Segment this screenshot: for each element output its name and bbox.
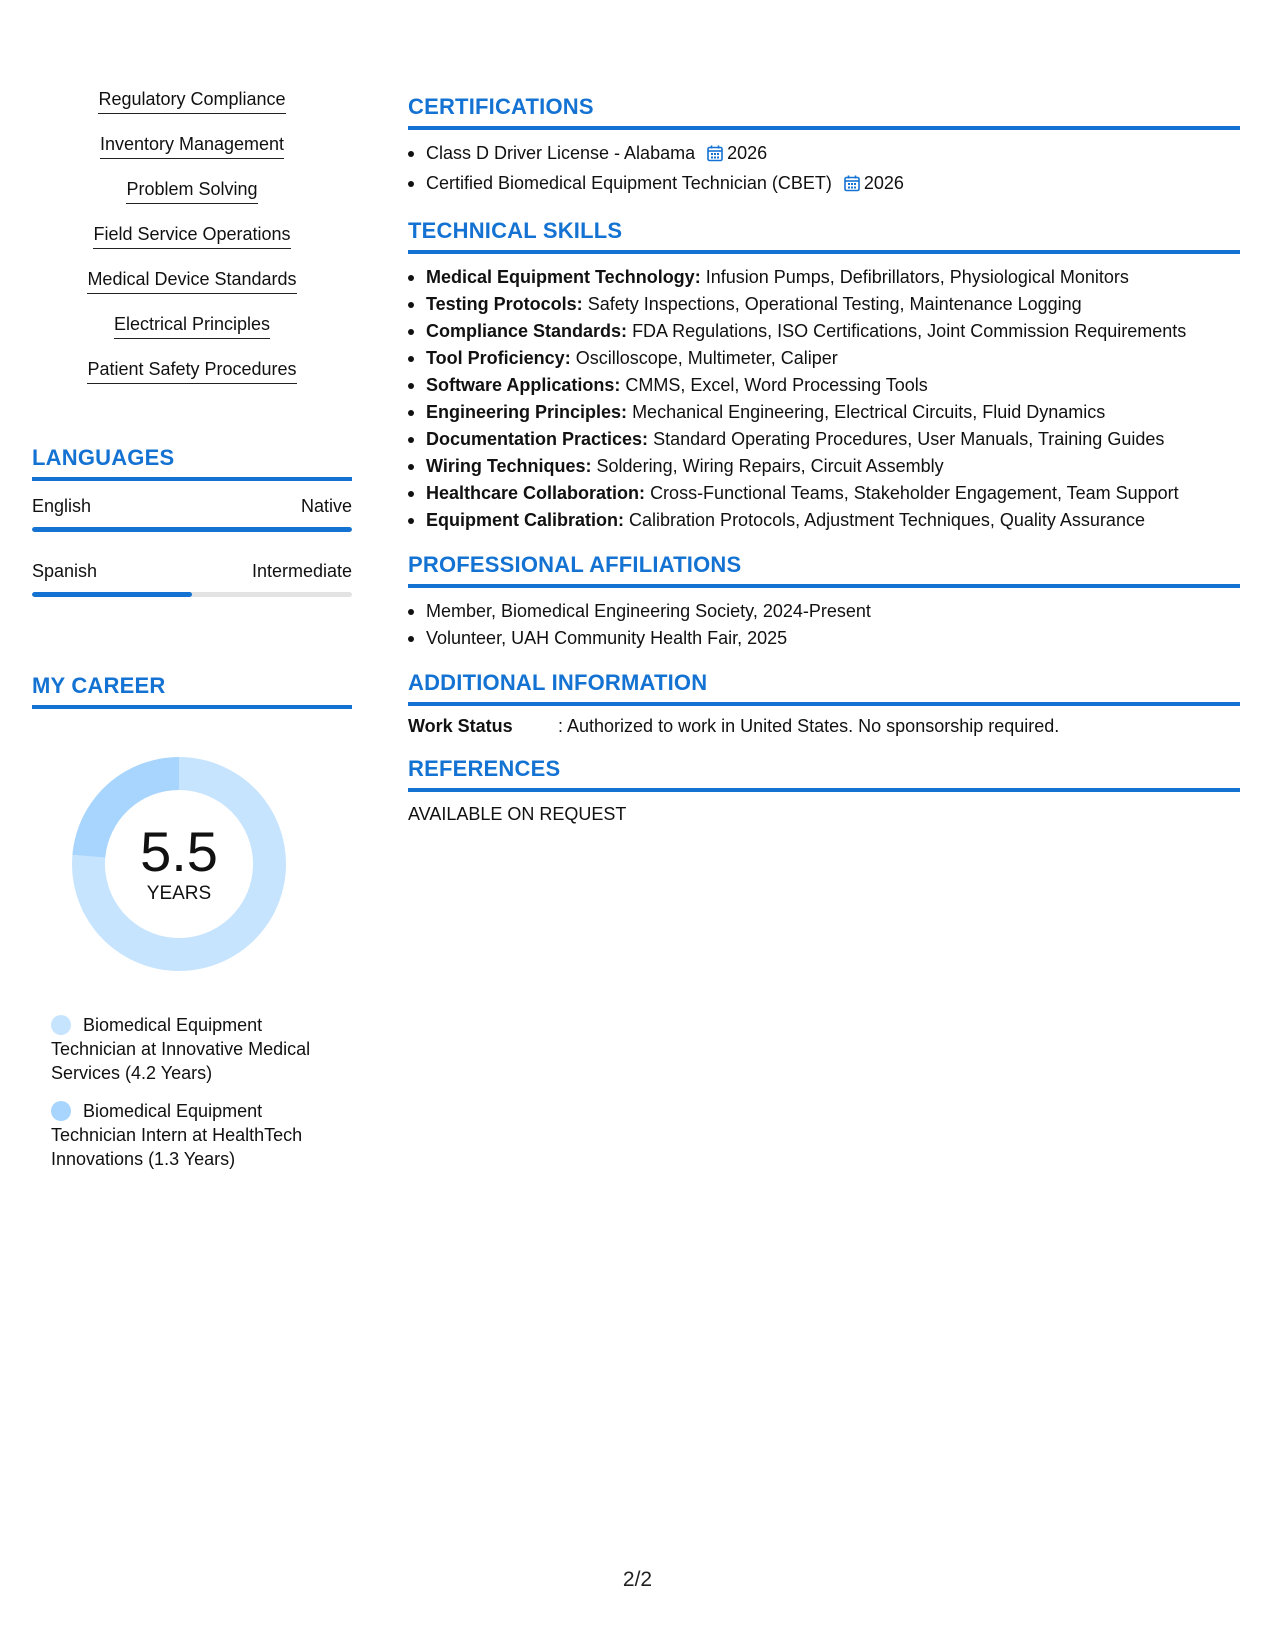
legend-dot	[51, 1015, 71, 1035]
work-status-row	[408, 714, 1240, 738]
skill-text: Infusion Pumps, Defibrillators, Physiological Monitors	[705, 267, 1129, 287]
skill-tag: Regulatory Compliance	[98, 86, 285, 114]
work-status-label: Work Status	[408, 716, 513, 736]
references-section	[408, 756, 1240, 826]
language-bar	[32, 592, 352, 597]
skill-label: Engineering Principles:	[426, 402, 628, 422]
affiliations-heading: PROFESSIONAL AFFILIATIONS	[408, 552, 1240, 588]
additional-info-section	[408, 670, 1240, 738]
legend-item	[51, 1099, 341, 1171]
technical-skills-heading: TECHNICAL SKILLS	[408, 218, 1240, 254]
skill-tag: Problem Solving	[126, 176, 257, 204]
certification-name: Certified Biomedical Equipment Technician (CBET)	[426, 173, 832, 193]
technical-skill-item	[408, 345, 1240, 372]
certifications-list	[408, 140, 1240, 200]
certification-name: Class D Driver License - Alabama	[426, 143, 696, 163]
language-row	[32, 495, 352, 532]
skill-item	[87, 356, 296, 401]
language-bar-fill	[32, 592, 192, 597]
skill-label: Software Applications:	[426, 375, 621, 395]
donut-center	[66, 751, 292, 977]
skill-tag: Medical Device Standards	[87, 266, 296, 294]
skill-tag: Electrical Principles	[114, 311, 270, 339]
career-donut-chart	[66, 751, 292, 977]
skill-tag: Inventory Management	[100, 131, 284, 159]
skill-item	[87, 266, 296, 311]
technical-skill-item	[408, 399, 1240, 426]
technical-skill-item	[408, 291, 1240, 318]
skill-item	[114, 311, 270, 356]
left-column	[32, 86, 352, 1185]
career-unit: YEARS	[146, 883, 212, 904]
certification-year: 2026	[863, 173, 904, 193]
languages-section	[32, 445, 352, 597]
career-total-years: 5.5	[140, 820, 218, 883]
languages-heading: LANGUAGES	[32, 445, 352, 481]
language-level: Native	[300, 496, 352, 516]
language-name: English	[32, 496, 92, 516]
skill-label: Medical Equipment Technology:	[426, 267, 701, 287]
affiliations-list	[408, 598, 1240, 652]
language-row	[32, 560, 352, 597]
skills-list	[32, 86, 352, 401]
technical-skill-item	[408, 264, 1240, 291]
technical-skill-item	[408, 318, 1240, 345]
skill-text: Standard Operating Procedures, User Manuals, Training Guides	[653, 429, 1165, 449]
career-heading: MY CAREER	[32, 673, 352, 709]
skill-text: CMMS, Excel, Word Processing Tools	[625, 375, 928, 395]
calendar-icon	[707, 143, 723, 170]
skill-label: Wiring Techniques:	[426, 456, 592, 476]
calendar-icon	[844, 173, 860, 200]
page-number: 2/2	[622, 1568, 653, 1591]
legend-text: Biomedical Equipment Technician Intern at HealthTech Innovations (1.3 Years)	[51, 1101, 303, 1169]
technical-skills-section	[408, 218, 1240, 534]
affiliations-section	[408, 552, 1240, 652]
skill-text: Oscilloscope, Multimeter, Caliper	[575, 348, 838, 368]
career-legend	[51, 1013, 341, 1171]
certifications-heading: CERTIFICATIONS	[408, 94, 1240, 130]
skill-item	[100, 131, 284, 176]
language-name: Spanish	[32, 561, 98, 581]
skill-text: Soldering, Wiring Repairs, Circuit Assembly	[596, 456, 944, 476]
affiliation-item: Volunteer, UAH Community Health Fair, 2025	[408, 625, 1240, 652]
technical-skill-item	[408, 426, 1240, 453]
affiliation-item: Member, Biomedical Engineering Society, 2024-Present	[408, 598, 1240, 625]
skill-text: Mechanical Engineering, Electrical Circuits, Fluid Dynamics	[632, 402, 1106, 422]
certification-year: 2026	[727, 143, 768, 163]
skill-text: FDA Regulations, ISO Certifications, Joint Commission Requirements	[632, 321, 1187, 341]
skill-text: Safety Inspections, Operational Testing, Maintenance Logging	[587, 294, 1082, 314]
skill-label: Equipment Calibration:	[426, 510, 624, 530]
skill-label: Compliance Standards:	[426, 321, 628, 341]
certifications-section	[408, 94, 1240, 200]
skill-tag: Field Service Operations	[93, 221, 290, 249]
skill-text: Cross-Functional Teams, Stakeholder Engagement, Team Support	[650, 483, 1179, 503]
skill-label: Tool Proficiency:	[426, 348, 571, 368]
additional-info-heading: ADDITIONAL INFORMATION	[408, 670, 1240, 706]
legend-dot	[51, 1101, 71, 1121]
technical-skill-item	[408, 372, 1240, 399]
technical-skill-item	[408, 507, 1240, 534]
technical-skill-item	[408, 480, 1240, 507]
skill-tag: Patient Safety Procedures	[87, 356, 296, 384]
technical-skills-list	[408, 264, 1240, 534]
career-section	[32, 673, 352, 1171]
references-heading: REFERENCES	[408, 756, 1240, 792]
skill-item	[126, 176, 257, 221]
language-bar-fill	[32, 527, 352, 532]
legend-item	[51, 1013, 341, 1085]
skill-label: Documentation Practices:	[426, 429, 649, 449]
language-bar	[32, 527, 352, 532]
skill-label: Healthcare Collaboration:	[426, 483, 646, 503]
technical-skill-item	[408, 453, 1240, 480]
references-text: AVAILABLE ON REQUEST	[408, 804, 627, 824]
right-column	[408, 94, 1240, 844]
skill-item	[93, 221, 290, 266]
work-status-value: : Authorized to work in United States. No sponsorship required.	[558, 716, 1060, 736]
language-level: Intermediate	[251, 561, 352, 581]
legend-text: Biomedical Equipment Technician at Innovative Medical Services (4.2 Years)	[51, 1015, 311, 1083]
skill-text: Calibration Protocols, Adjustment Techniques, Quality Assurance	[629, 510, 1145, 530]
skill-item	[98, 86, 285, 131]
certification-item	[408, 170, 1240, 200]
skill-label: Testing Protocols:	[426, 294, 583, 314]
certification-item	[408, 140, 1240, 170]
